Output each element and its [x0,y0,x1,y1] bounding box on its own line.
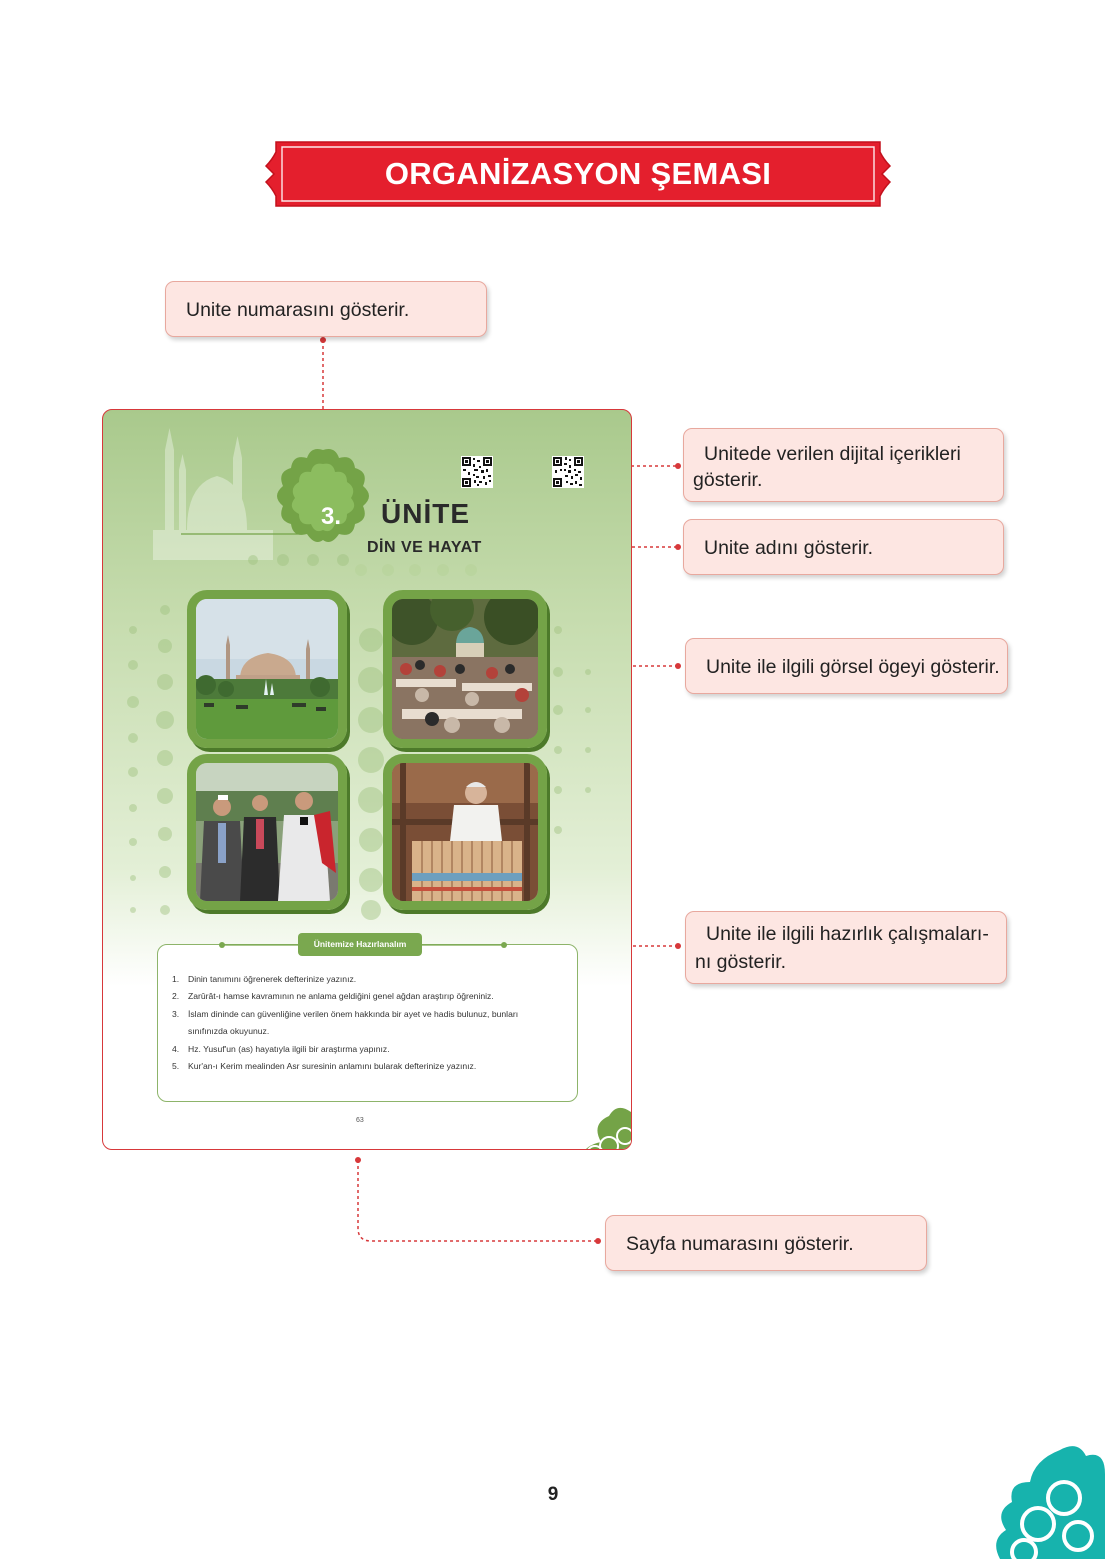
callout-unit-name [683,519,1004,575]
prep-list [172,971,568,1075]
unit-photo-men-praying [187,754,347,910]
page-number: 9 [547,1484,559,1505]
callout-prep-line2: nı gösterir. [695,951,787,973]
callout-preparation [685,911,1007,984]
prep-item: 1. Dinin tanımını öğrenerek defterinize yazınız. [172,974,357,984]
unit-photo-weaver-loom [383,754,547,910]
callout-unit-name-text: Unite adını gösterir. [704,537,874,559]
unit-photo-mosque-park [187,590,347,748]
unit-photo-iftar-crowd [383,590,547,748]
prep-item: 5. Kur'an-ı Kerim mealinden Asr suresinin anlamını bularak defterinize yazınız. [172,1061,477,1072]
callout-digital-line2: gösterir. [693,469,763,491]
flower-ornament-icon [990,1440,1105,1559]
unit-page-number: 63 [356,1117,364,1124]
prep-item: 2. Zarûrât-ı hamse kavramının ne anlama geldiğini genel ağdan araştırıp öğreniniz. [172,991,494,1002]
unit-name: DİN VE HAYAT [367,539,482,556]
callout-page-number-text: Sayfa numarasını gösterir. [626,1233,854,1255]
prep-item: 3. İslam dininde can güvenliğine verilen önem hakkında bir ayet ve hadis bulunuz, bunları [172,1008,519,1019]
prep-title: Ünitemize Hazırlanalım [298,933,422,956]
unit-number: 3. [320,503,341,530]
qr-code-icon[interactable] [552,456,584,488]
page-title: ORGANİZASYON ŞEMASI [384,156,772,191]
prep-item: 4. Hz. Yusuf'un (as) hayatıyla ilgili bir araştırma yapınız. [172,1043,390,1054]
unit-label: ÜNİTE [381,498,470,529]
callout-page-number [605,1215,927,1271]
qr-code-icon[interactable] [461,456,493,488]
callout-unit-number-text: Unite numarasını gösterir. [186,299,410,321]
callout-prep-line1: Unite ile ilgili hazırlık çalışmaları- [706,923,989,945]
flower-ornament-icon [581,1108,632,1150]
mosque-silhouette-icon [153,428,273,560]
preparation-box [157,939,578,1102]
callout-unit-number [165,281,487,337]
callout-visual-text: Unite ile ilgili görsel ögeyi gösterir. [706,656,1000,678]
prep-item-continuation: sınıfınızda okuyunuz. [188,1026,270,1037]
callout-digital-line1: Unitede verilen dijital içerikleri [704,443,961,465]
unit-page-preview [102,409,632,1150]
callout-visual [685,638,1008,694]
callout-digital-content [683,428,1004,502]
